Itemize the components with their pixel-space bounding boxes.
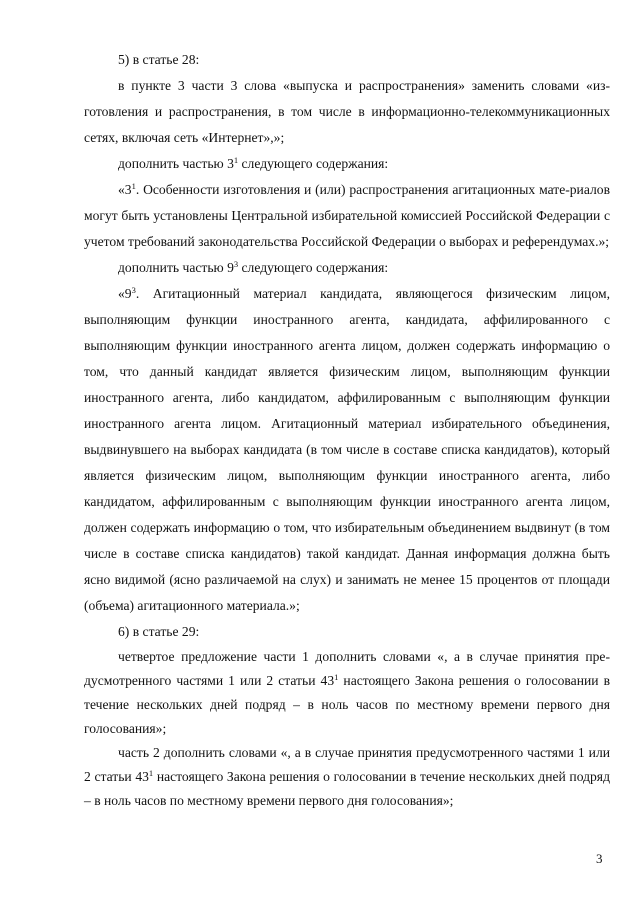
paragraph-text: следующего содержания: [238, 260, 389, 275]
paragraph-text: 6) в статье 29: [118, 624, 200, 639]
paragraph-text: в пункте 3 части 3 слова «выпуска и распространения» заменить словами «из-готовления и распространения, в том числе в информационно-телекоммуникационных сетях, включая сеть «Интернет»,»; [84, 78, 610, 145]
paragraph-text: . Агитационный материал кандидата, являющегося физическим лицом, выполняющим функции иностранного агента, кандидата, аффилированного с выполняющим функции иностранного агента лицом, должен содержать информацию о том, что данный кандидат является физическим лицом, выполняющим функции иностранного агента, либо кандидатом, аффилированным с выполняющим функции иностранного агента лицом. Агитационный материал избирательного объединения, выдвинувшего на выборах кандидата (в том числе в составе списка кандидатов), который является физическим лицом, выполняющим функции иностранного агента, либо кандидатом, аффилированным с выполняющим функции иностранного агента лицом, должен содержать информацию о том, что избирательным объединением выдвинут (в том числе в составе списка кандидатов) такой кандидат. Данная информация должна быть ясно видимой (ясно различаемой на слух) и занимать не менее 15 процентов от площади (объема) агитационного материала.»; [84, 286, 610, 613]
paragraph-text: дополнить частью 9 [118, 260, 234, 275]
paragraph-add-part-9-3 [84, 255, 610, 281]
superscript: 3 [233, 259, 239, 269]
paragraph-text: 5) в статье 28: [118, 52, 200, 67]
paragraph-part-9-3-content [84, 281, 610, 619]
paragraph-add-part-3-1 [84, 151, 610, 177]
document-body [84, 47, 610, 813]
paragraph-text: настоящего Закона решения о голосовании в течение нескольких дней подряд – в ноль часов по местному времени первого дня голосования»; [84, 769, 610, 808]
paragraph-article-28-heading [84, 47, 610, 73]
superscript: 1 [131, 181, 136, 191]
superscript: 1 [148, 768, 154, 778]
paragraph-text: часть 2 дополнить словами «, а в случае принятия предусмотренного частями 1 или 2 статьи 43 [84, 745, 610, 784]
paragraph-text: четвертое предложение части 1 дополнить словами «, а в случае принятия пре-дусмотренного частями 1 или 2 статьи 43 [84, 649, 610, 688]
paragraph-article-29-heading [84, 619, 610, 645]
paragraph-text: дополнить частью 3 [118, 156, 234, 171]
paragraph-article-29-part-1 [84, 645, 610, 741]
paragraph-article-28-point-3 [84, 73, 610, 151]
paragraph-text: настоящего Закона решения о голосовании в течение нескольких дней подряд – в ноль часов по местному времени первого дня голосования»; [84, 673, 610, 736]
paragraph-text: . Особенности изготовления и (или) распространения агитационных мате-риалов могут быть установлены Центральной избирательной комиссией Российской Федерации с учетом требований законодательства Российской Федерации о выборах и референдумах.»; [84, 182, 610, 249]
superscript: 1 [334, 672, 339, 682]
page-number: 3 [596, 851, 603, 866]
paragraph-text: «9 [118, 286, 132, 301]
paragraph-part-3-1-content [84, 177, 610, 255]
paragraph-text: следующего содержания: [238, 156, 389, 171]
superscript: 1 [233, 155, 239, 165]
superscript: 3 [131, 285, 136, 295]
paragraph-article-29-part-2 [84, 741, 610, 813]
paragraph-text: «3 [118, 182, 132, 197]
